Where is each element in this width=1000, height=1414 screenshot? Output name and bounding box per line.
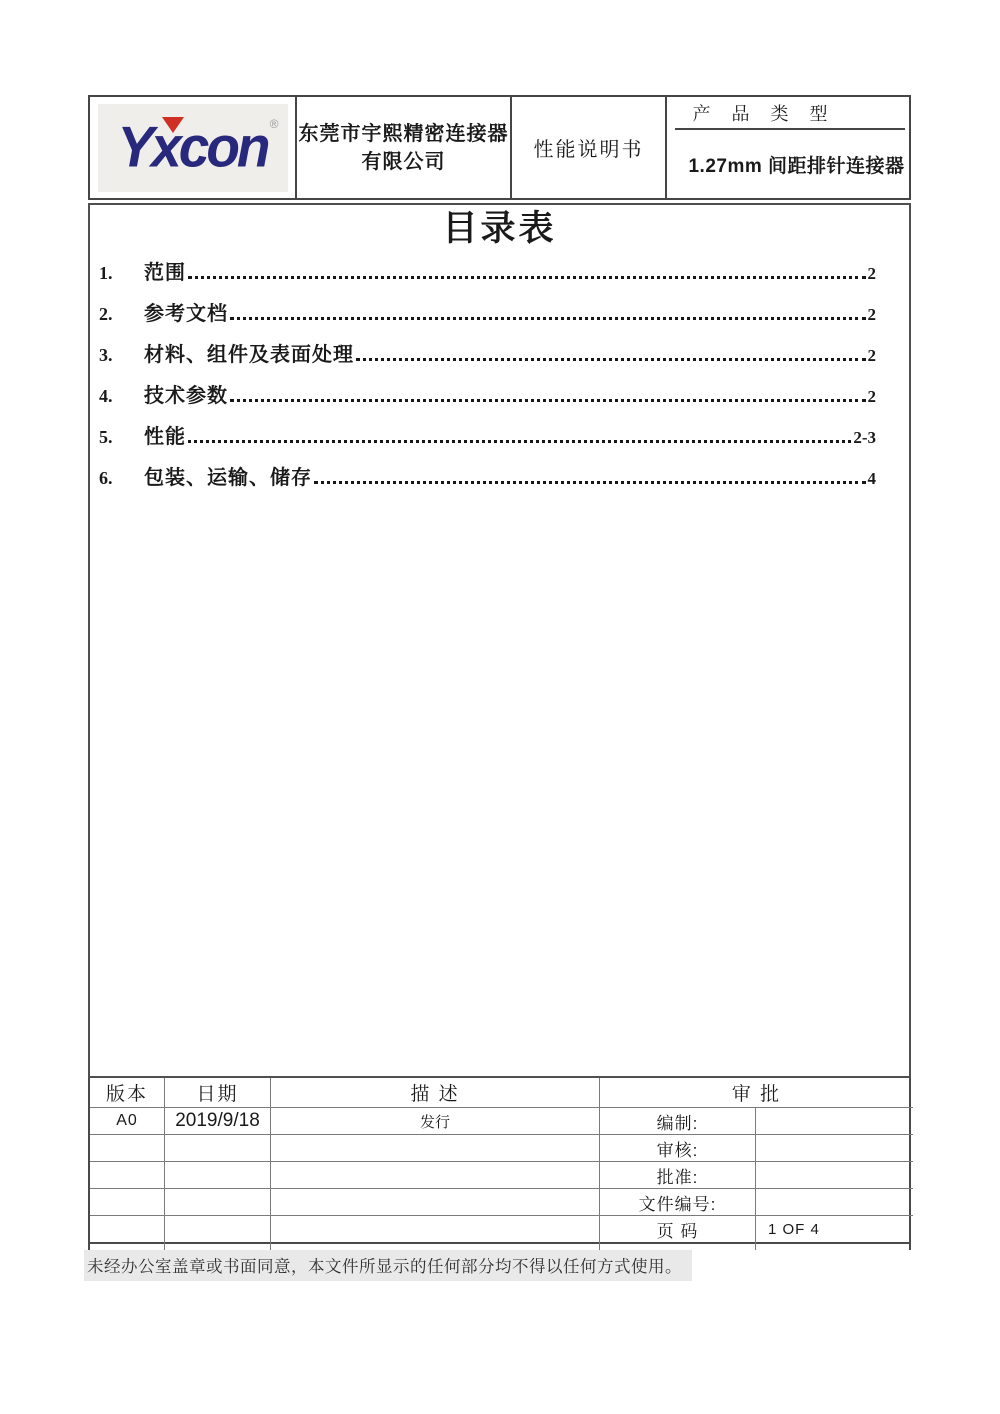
- toc-leader-dots: [188, 437, 851, 443]
- revision-col-approval: 审 批: [599, 1078, 913, 1107]
- toc-item-label: 性能: [144, 426, 186, 448]
- toc-item: [99, 343, 876, 368]
- toc-item-page: 2: [867, 387, 876, 406]
- toc-item: [99, 466, 876, 491]
- stub-cell: [90, 1242, 164, 1250]
- revision-description-cell: [270, 1134, 599, 1161]
- product-name: 1.27mm 间距排针连接器: [688, 155, 905, 177]
- toc-leader-dots: [230, 396, 866, 402]
- approval-label-cell: 批准:: [599, 1161, 755, 1188]
- revision-description-cell: [270, 1188, 599, 1215]
- revision-version-cell: [90, 1188, 164, 1215]
- toc-item: [99, 425, 876, 450]
- toc-leader-dots: [230, 314, 866, 320]
- toc-item-label: 范围: [144, 262, 186, 284]
- revision-description-cell: [270, 1215, 599, 1242]
- logo-cell: [90, 97, 295, 198]
- company-logo: [98, 104, 288, 192]
- header-table: [88, 95, 911, 200]
- toc-item: [99, 302, 876, 327]
- toc-leader-dots: [356, 355, 866, 361]
- product-type-cell: [665, 97, 913, 198]
- content-box: [88, 203, 911, 1078]
- toc-leader-dots: [314, 478, 866, 484]
- toc-item: [99, 261, 876, 286]
- company-name-line2: 有限公司: [361, 150, 446, 173]
- toc-item-page: 2-3: [853, 428, 876, 447]
- toc-item: [99, 384, 876, 409]
- approval-label-cell: 审核:: [599, 1134, 755, 1161]
- toc-item-page: 4: [867, 469, 876, 488]
- stub-cell: [270, 1242, 599, 1250]
- disclaimer-text: 未经办公室盖章或书面同意，本文件所显示的任何部分均不得以任何方式使用。: [84, 1250, 692, 1281]
- revision-date-cell: 2019/9/18: [164, 1107, 270, 1134]
- stub-cell: [599, 1242, 755, 1250]
- revision-version-cell: [90, 1161, 164, 1188]
- toc-item-page: 2: [867, 346, 876, 365]
- approval-value-cell: [755, 1134, 913, 1161]
- toc-item-page: 2: [867, 264, 876, 283]
- page-number-label-cell: 页 码: [599, 1215, 755, 1242]
- approval-value-cell: [755, 1188, 913, 1215]
- revision-description-cell: 发行: [270, 1107, 599, 1134]
- toc-leader-dots: [188, 273, 866, 279]
- revision-version-cell: A0: [90, 1107, 164, 1134]
- toc-item-number: 6.: [99, 468, 113, 488]
- revision-version-cell: [90, 1215, 164, 1242]
- toc-list: [90, 261, 909, 491]
- toc-item-label: 技术参数: [144, 385, 228, 407]
- toc-item-number: 3.: [99, 345, 113, 365]
- approval-value-cell: [755, 1107, 913, 1134]
- stub-cell: [164, 1242, 270, 1250]
- approval-value-cell: [755, 1161, 913, 1188]
- page-number-value-cell: 1 OF 4: [755, 1215, 913, 1242]
- revision-date-cell: [164, 1134, 270, 1161]
- revision-table-stub-row: [88, 1242, 911, 1250]
- company-name-line1: 东莞市宇熙精密连接器: [298, 122, 509, 145]
- toc-item-label: 包装、运输、储存: [144, 467, 312, 489]
- revision-version-cell: [90, 1134, 164, 1161]
- approval-label-cell: 编制:: [599, 1107, 755, 1134]
- document-type-cell: 性能说明书: [510, 97, 665, 198]
- revision-col-date: 日期: [164, 1078, 270, 1107]
- registered-trademark-icon: ®: [269, 116, 279, 131]
- toc-item-number: 2.: [99, 304, 113, 324]
- toc-item-label: 材料、组件及表面处理: [144, 344, 354, 366]
- revision-date-cell: [164, 1161, 270, 1188]
- toc-item-number: 4.: [99, 386, 113, 406]
- toc-item-label: 参考文档: [144, 303, 228, 325]
- toc-title: 目录表: [442, 209, 557, 248]
- revision-table: [88, 1078, 911, 1244]
- revision-col-description: 描 述: [270, 1078, 599, 1107]
- stub-cell: [755, 1242, 913, 1250]
- toc-item-page: 2: [867, 305, 876, 324]
- approval-label-cell: 文件编号:: [599, 1188, 755, 1215]
- revision-col-version: 版本: [105, 1084, 148, 1105]
- product-type-label: 产 品 类 型: [675, 97, 904, 130]
- logo-wordmark: Yxcon: [117, 114, 268, 180]
- revision-date-cell: [164, 1188, 270, 1215]
- toc-item-number: 1.: [99, 263, 113, 283]
- company-name-cell: [295, 97, 510, 198]
- revision-date-cell: [164, 1215, 270, 1242]
- logo-triangle-icon: [162, 117, 184, 133]
- toc-item-number: 5.: [99, 427, 113, 447]
- revision-description-cell: [270, 1161, 599, 1188]
